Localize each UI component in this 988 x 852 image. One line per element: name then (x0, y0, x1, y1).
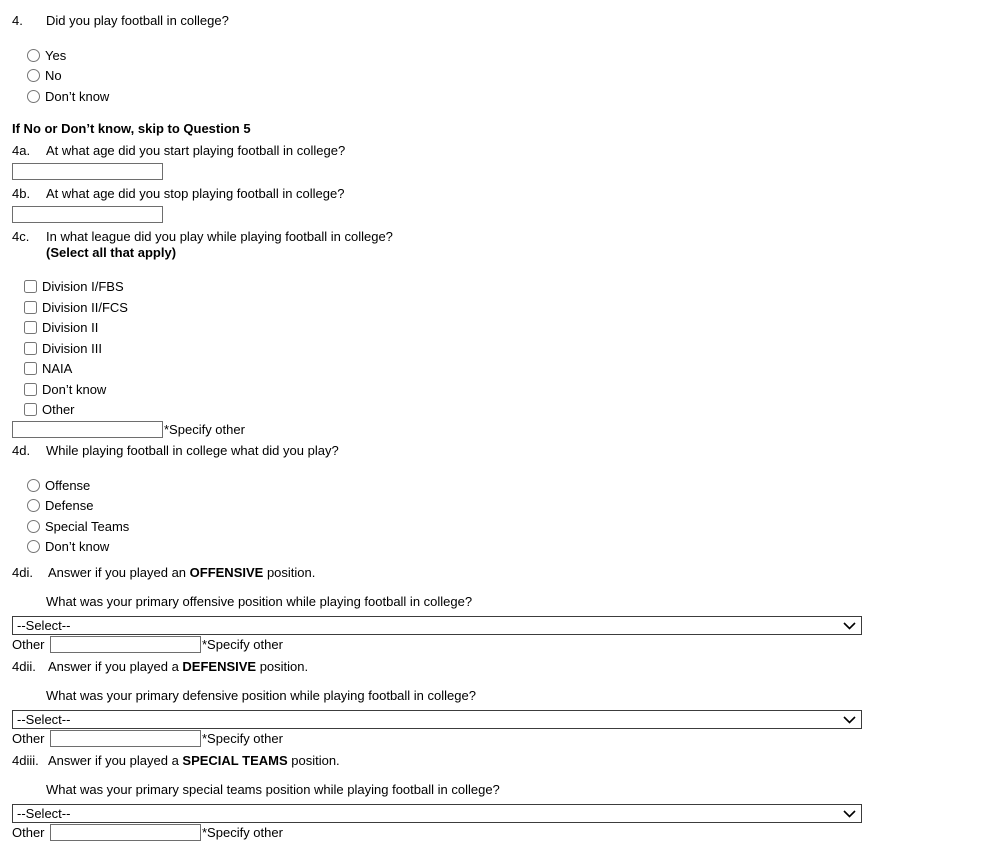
q4c-specify-other-row (12, 420, 976, 438)
q4d-defense-radio[interactable] (27, 499, 40, 512)
q4c-naia-checkbox[interactable] (24, 362, 37, 375)
q4c-naia-label: NAIA (42, 361, 73, 377)
q4d-offense-label: Offense (45, 477, 91, 493)
q4c-option-division-i-fbs[interactable] (24, 277, 976, 298)
question-4c-number: 4c. (12, 228, 30, 244)
special-teams-specify-other-label: *Specify other (202, 825, 283, 840)
q4d-dont-know-label: Don’t know (45, 539, 110, 555)
question-4dii-suffix: position. (256, 659, 309, 674)
question-4c (12, 229, 976, 261)
q4d-option-dont-know[interactable] (27, 537, 976, 558)
question-4di-subquestion: What was your primary offensive position while playing football in college? (46, 594, 473, 609)
defensive-position-select-value: --Select-- (17, 712, 71, 727)
question-4c-options (12, 277, 976, 421)
q4c-dont-know-checkbox[interactable] (24, 383, 37, 396)
q4a-age-start-input[interactable] (12, 163, 163, 180)
q4d-option-special-teams[interactable] (27, 516, 976, 537)
q4-option-yes[interactable] (27, 45, 976, 66)
question-4diii-prefix: Answer if you played a (48, 753, 183, 768)
special-teams-position-select-value: --Select-- (17, 806, 71, 821)
q4-yes-radio[interactable] (27, 49, 40, 62)
special-teams-position-select[interactable] (12, 804, 862, 823)
question-4d-options (12, 475, 976, 557)
question-4-options (12, 45, 976, 107)
question-4d (12, 443, 976, 459)
q4-dont-know-label: Don’t know (45, 88, 110, 104)
q4d-dont-know-radio[interactable] (27, 540, 40, 553)
offensive-position-select[interactable] (12, 616, 862, 635)
q4c-division-ii-checkbox[interactable] (24, 321, 37, 334)
defensive-other-label: Other (12, 731, 45, 746)
question-4di-suffix: position. (263, 565, 316, 580)
q4d-option-offense[interactable] (27, 475, 976, 496)
q4c-division-ii-fcs-checkbox[interactable] (24, 301, 37, 314)
q4c-option-naia[interactable] (24, 359, 976, 380)
question-4diii (12, 753, 976, 769)
q4c-specify-other-input[interactable] (12, 421, 163, 438)
q4-option-no[interactable] (27, 66, 976, 87)
question-4di-prefix: Answer if you played an (48, 565, 190, 580)
q4c-division-ii-label: Division II (42, 320, 99, 336)
offensive-other-label: Other (12, 637, 45, 652)
chevron-down-icon (843, 716, 856, 724)
q4c-option-division-ii[interactable] (24, 318, 976, 339)
question-4diii-subquestion: What was your primary special teams position while playing football in college? (46, 782, 500, 797)
q4-no-label: No (45, 68, 62, 84)
question-4di (12, 565, 976, 581)
offensive-other-input[interactable] (50, 636, 201, 653)
question-4diii-bold: SPECIAL TEAMS (182, 753, 288, 768)
question-4d-number: 4d. (12, 443, 31, 458)
question-4di-bold: OFFENSIVE (189, 565, 264, 580)
question-4b-number: 4b. (12, 185, 31, 201)
question-4dii-number: 4dii. (12, 659, 36, 674)
q4c-division-iii-label: Division III (42, 340, 102, 356)
q4c-division-iii-checkbox[interactable] (24, 342, 37, 355)
q4-no-radio[interactable] (27, 69, 40, 82)
question-4c-subtext: (Select all that apply) (46, 244, 177, 260)
q4b-age-stop-input[interactable] (12, 206, 163, 223)
skip-instruction: If No or Don’t know, skip to Question 5 (12, 120, 251, 136)
question-4a-text: At what age did you start playing football in college? (46, 142, 346, 158)
question-4diii-text (48, 753, 976, 769)
q4c-option-division-ii-fcs[interactable] (24, 297, 976, 318)
question-4di-text (48, 565, 976, 581)
q4-yes-label: Yes (45, 47, 67, 63)
chevron-down-icon (843, 810, 856, 818)
q4c-specify-other-label: *Specify other (164, 421, 245, 437)
question-4-text: Did you play football in college? (46, 13, 229, 28)
q4c-option-dont-know[interactable] (24, 379, 976, 400)
defensive-specify-other-label: *Specify other (202, 731, 283, 746)
q4c-division-i-fbs-checkbox[interactable] (24, 280, 37, 293)
question-4a-number: 4a. (12, 142, 31, 158)
question-4a (12, 143, 976, 159)
q4d-special-teams-radio[interactable] (27, 520, 40, 533)
defensive-other-row (12, 729, 976, 748)
q4c-dont-know-label: Don’t know (42, 381, 107, 397)
q4c-division-ii-fcs-label: Division II/FCS (42, 299, 128, 315)
q4-dont-know-radio[interactable] (27, 90, 40, 103)
question-4dii-bold: DEFENSIVE (182, 659, 257, 674)
q4d-offense-radio[interactable] (27, 479, 40, 492)
question-4diii-number: 4diii. (12, 753, 39, 768)
question-4di-number: 4di. (12, 565, 33, 580)
question-4diii-suffix: position. (287, 753, 340, 768)
question-4dii-text (48, 659, 976, 675)
question-4c-main-text: In what league did you play while playing football in college? (46, 228, 393, 244)
special-teams-other-input[interactable] (50, 824, 201, 841)
q4c-option-division-iii[interactable] (24, 338, 976, 359)
q4c-other-checkbox[interactable] (24, 403, 37, 416)
q4d-defense-label: Defense (45, 498, 94, 514)
question-4b-text: At what age did you stop playing football in college? (46, 185, 345, 201)
defensive-position-select[interactable] (12, 710, 862, 729)
defensive-other-input[interactable] (50, 730, 201, 747)
offensive-specify-other-label: *Specify other (202, 637, 283, 652)
q4c-option-other[interactable] (24, 400, 976, 421)
question-4 (12, 13, 976, 29)
offensive-position-select-value: --Select-- (17, 618, 71, 633)
question-4b (12, 186, 976, 202)
question-4-number: 4. (12, 13, 23, 28)
question-4dii-subquestion: What was your primary defensive position while playing football in college? (46, 688, 476, 703)
q4d-special-teams-label: Special Teams (45, 518, 130, 534)
q4-option-dont-know[interactable] (27, 86, 976, 107)
question-4dii-prefix: Answer if you played a (48, 659, 183, 674)
question-4d-text: While playing football in college what did you play? (46, 443, 339, 458)
special-teams-other-row (12, 823, 976, 842)
question-4dii (12, 659, 976, 675)
q4c-division-i-fbs-label: Division I/FBS (42, 279, 124, 295)
q4d-option-defense[interactable] (27, 496, 976, 517)
special-teams-other-label: Other (12, 825, 45, 840)
offensive-other-row (12, 635, 976, 654)
q4c-other-label: Other (42, 402, 75, 418)
chevron-down-icon (843, 622, 856, 630)
question-4c-text (46, 229, 976, 261)
